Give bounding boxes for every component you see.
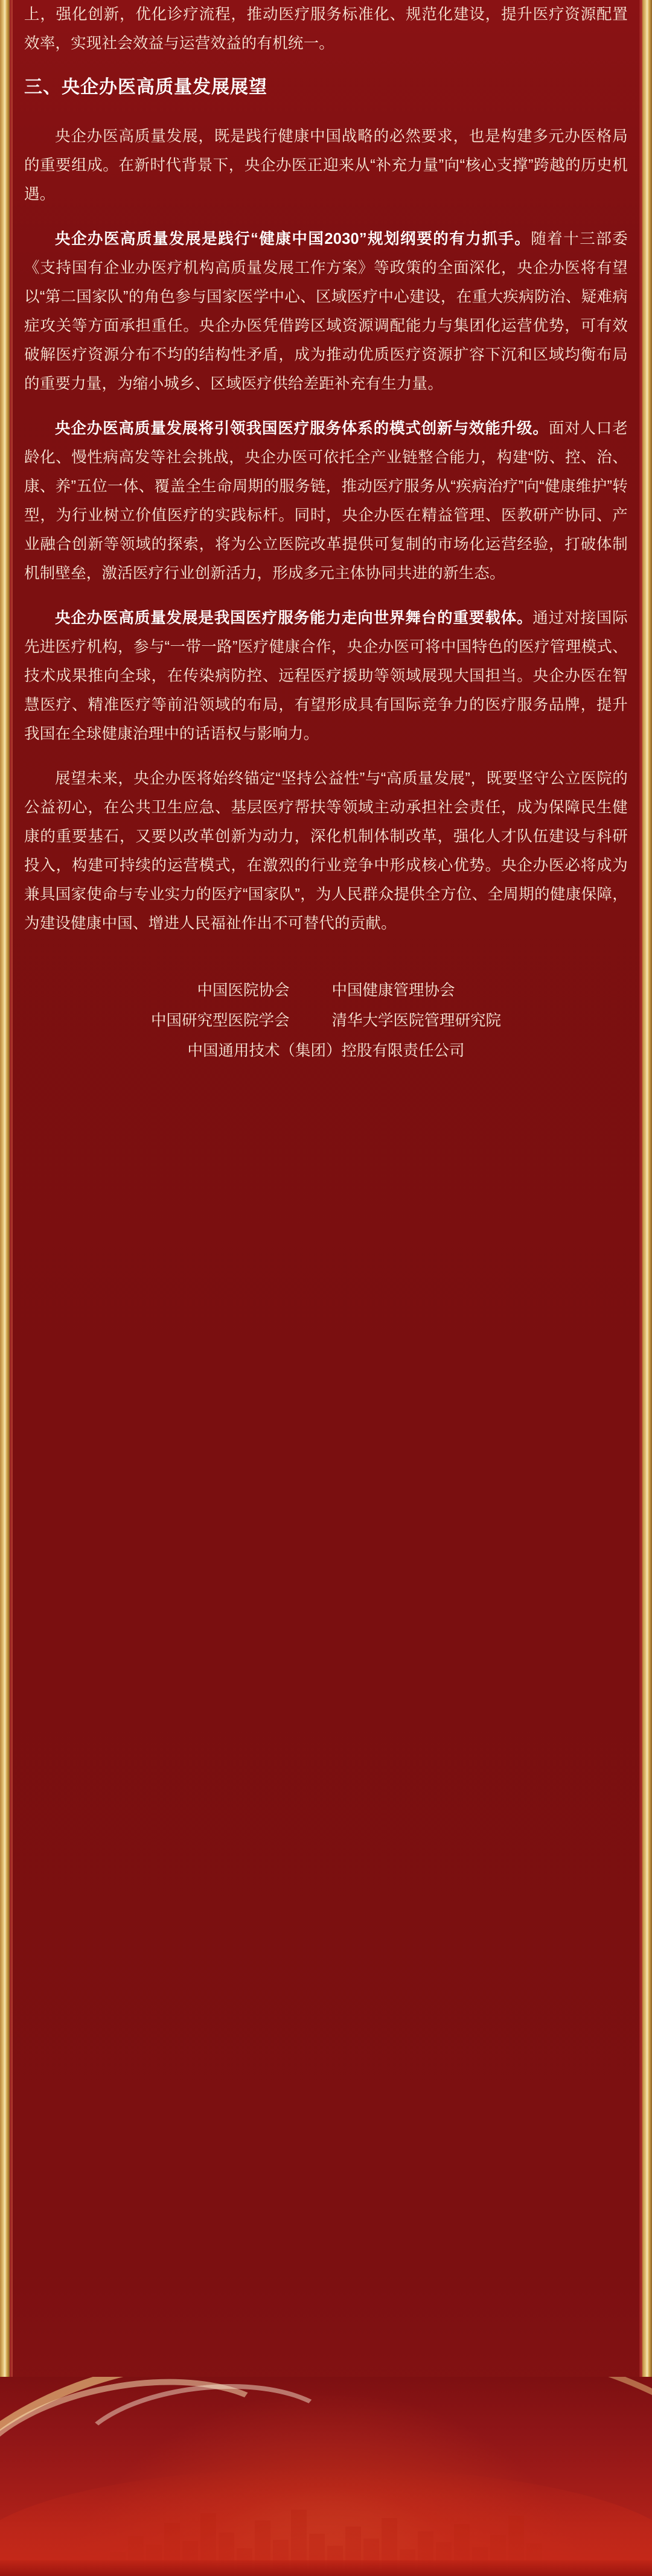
footer-ground: [0, 2560, 652, 2576]
article-content: [24, 0, 628, 1066]
left-gold-border: [0, 0, 10, 2576]
left-inner-border: [10, 0, 13, 2576]
paragraph-2-text: 随着十三部委《支持国有企业办医疗机构高质量发展工作方案》等政策的全面深化，央企办医将有望以“第二国家队”的角色参与国家医学中心、区域医疗中心建设，在重大疾病防治、疑难病症攻关等方面承担重任。央企办医凭借跨区域资源调配能力与集团化运营优势，可有效破解医疗资源分布不均的结构性矛盾，成为推动优质医疗资源扩容下沉和区域均衡布局的重要力量，为缩小城乡、区域医疗供给差距补充有生力量。: [24, 231, 628, 392]
signature-row-1: [24, 975, 628, 1006]
footer-decoration: [0, 2377, 652, 2576]
signature-block: [24, 975, 628, 1066]
right-inner-border: [639, 0, 642, 2576]
signature-org-4: 清华大学医院管理研究院: [331, 1012, 502, 1029]
paragraph-3-lead: 央企办医高质量发展将引领我国医疗服务体系的模式创新与效能升级。: [55, 420, 549, 437]
signature-row-2: [24, 1006, 628, 1036]
paragraph-4: [24, 604, 628, 748]
paragraph-3: [24, 414, 628, 588]
signature-org-2: 中国健康管理协会: [331, 982, 455, 999]
paragraph-4-text: 通过对接国际先进医疗机构，参与“一带一路”医疗健康合作，央企办医可将中国特色的医疗管理模式、技术成果推向全球，在传染病防控、远程医疗援助等领域展现大国担当。央企办医在智慧医疗、精准医疗等前沿领域的布局，有望形成具有国际竞争力的医疗服务品牌，提升我国在全球健康治理中的话语权与影响力。: [24, 610, 628, 742]
paragraph-4-lead: 央企办医高质量发展是我国医疗服务能力走向世界舞台的重要载体。: [55, 610, 533, 626]
paragraph-2: [24, 225, 628, 398]
right-gold-border: [642, 0, 652, 2576]
paragraph-intro-continued: 上，强化创新，优化诊疗流程，推动医疗服务标准化、规范化建设，提升医疗资源配置效率，实现社会效益与运营效益的有机统一。: [24, 6, 628, 52]
paragraph-1: 央企办医高质量发展，既是践行健康中国战略的必然要求，也是构建多元办医格局的重要组成。在新时代背景下，央企办医正迎来从“补充力量”向“核心支撑”跨越的历史机遇。: [24, 128, 628, 203]
signature-org-5: 中国通用技术（集团）控股有限责任公司: [187, 1042, 465, 1059]
signature-org-3: 中国研究型医院学会: [150, 1012, 290, 1029]
paragraph-3-text: 面对人口老龄化、慢性病高发等社会挑战，央企办医可依托全产业链整合能力，构建“防、控、治、康、养”五位一体、覆盖全生命周期的服务链，推动医疗服务从“疾病治疗”向“健康维护”转型，为行业树立价值医疗的实践标杆。同时，央企办医在精益管理、医教研产协同、产业融合创新等领域的探索，将为公立医院改革提供可复制的市场化运营经验，打破体制机制壁垒，激活医疗行业创新活力，形成多元主体协同共进的新生态。: [24, 420, 628, 582]
paragraph-2-lead: 央企办医高质量发展是践行“健康中国2030”规划纲要的有力抓手。: [55, 231, 531, 247]
signature-org-1: 中国医院协会: [197, 982, 290, 999]
section-heading: 三、央企办医高质量发展展望: [24, 77, 267, 97]
paragraph-5: 展望未来，央企办医将始终锚定“坚持公益性”与“高质量发展”，既要坚守公立医院的公益初心，在公共卫生应急、基层医疗帮扶等领域主动承担社会责任，成为保障民生健康的重要基石，又要以改革创新为动力，深化机制体制改革，强化人才队伍建设与科研投入，构建可持续的运营模式，在激烈的行业竞争中形成核心优势。央企办医必将成为兼具国家使命与专业实力的医疗“国家队”，为人民群众提供全方位、全周期的健康保障，为建设健康中国、增进人民福祉作出不可替代的贡献。: [24, 770, 628, 932]
